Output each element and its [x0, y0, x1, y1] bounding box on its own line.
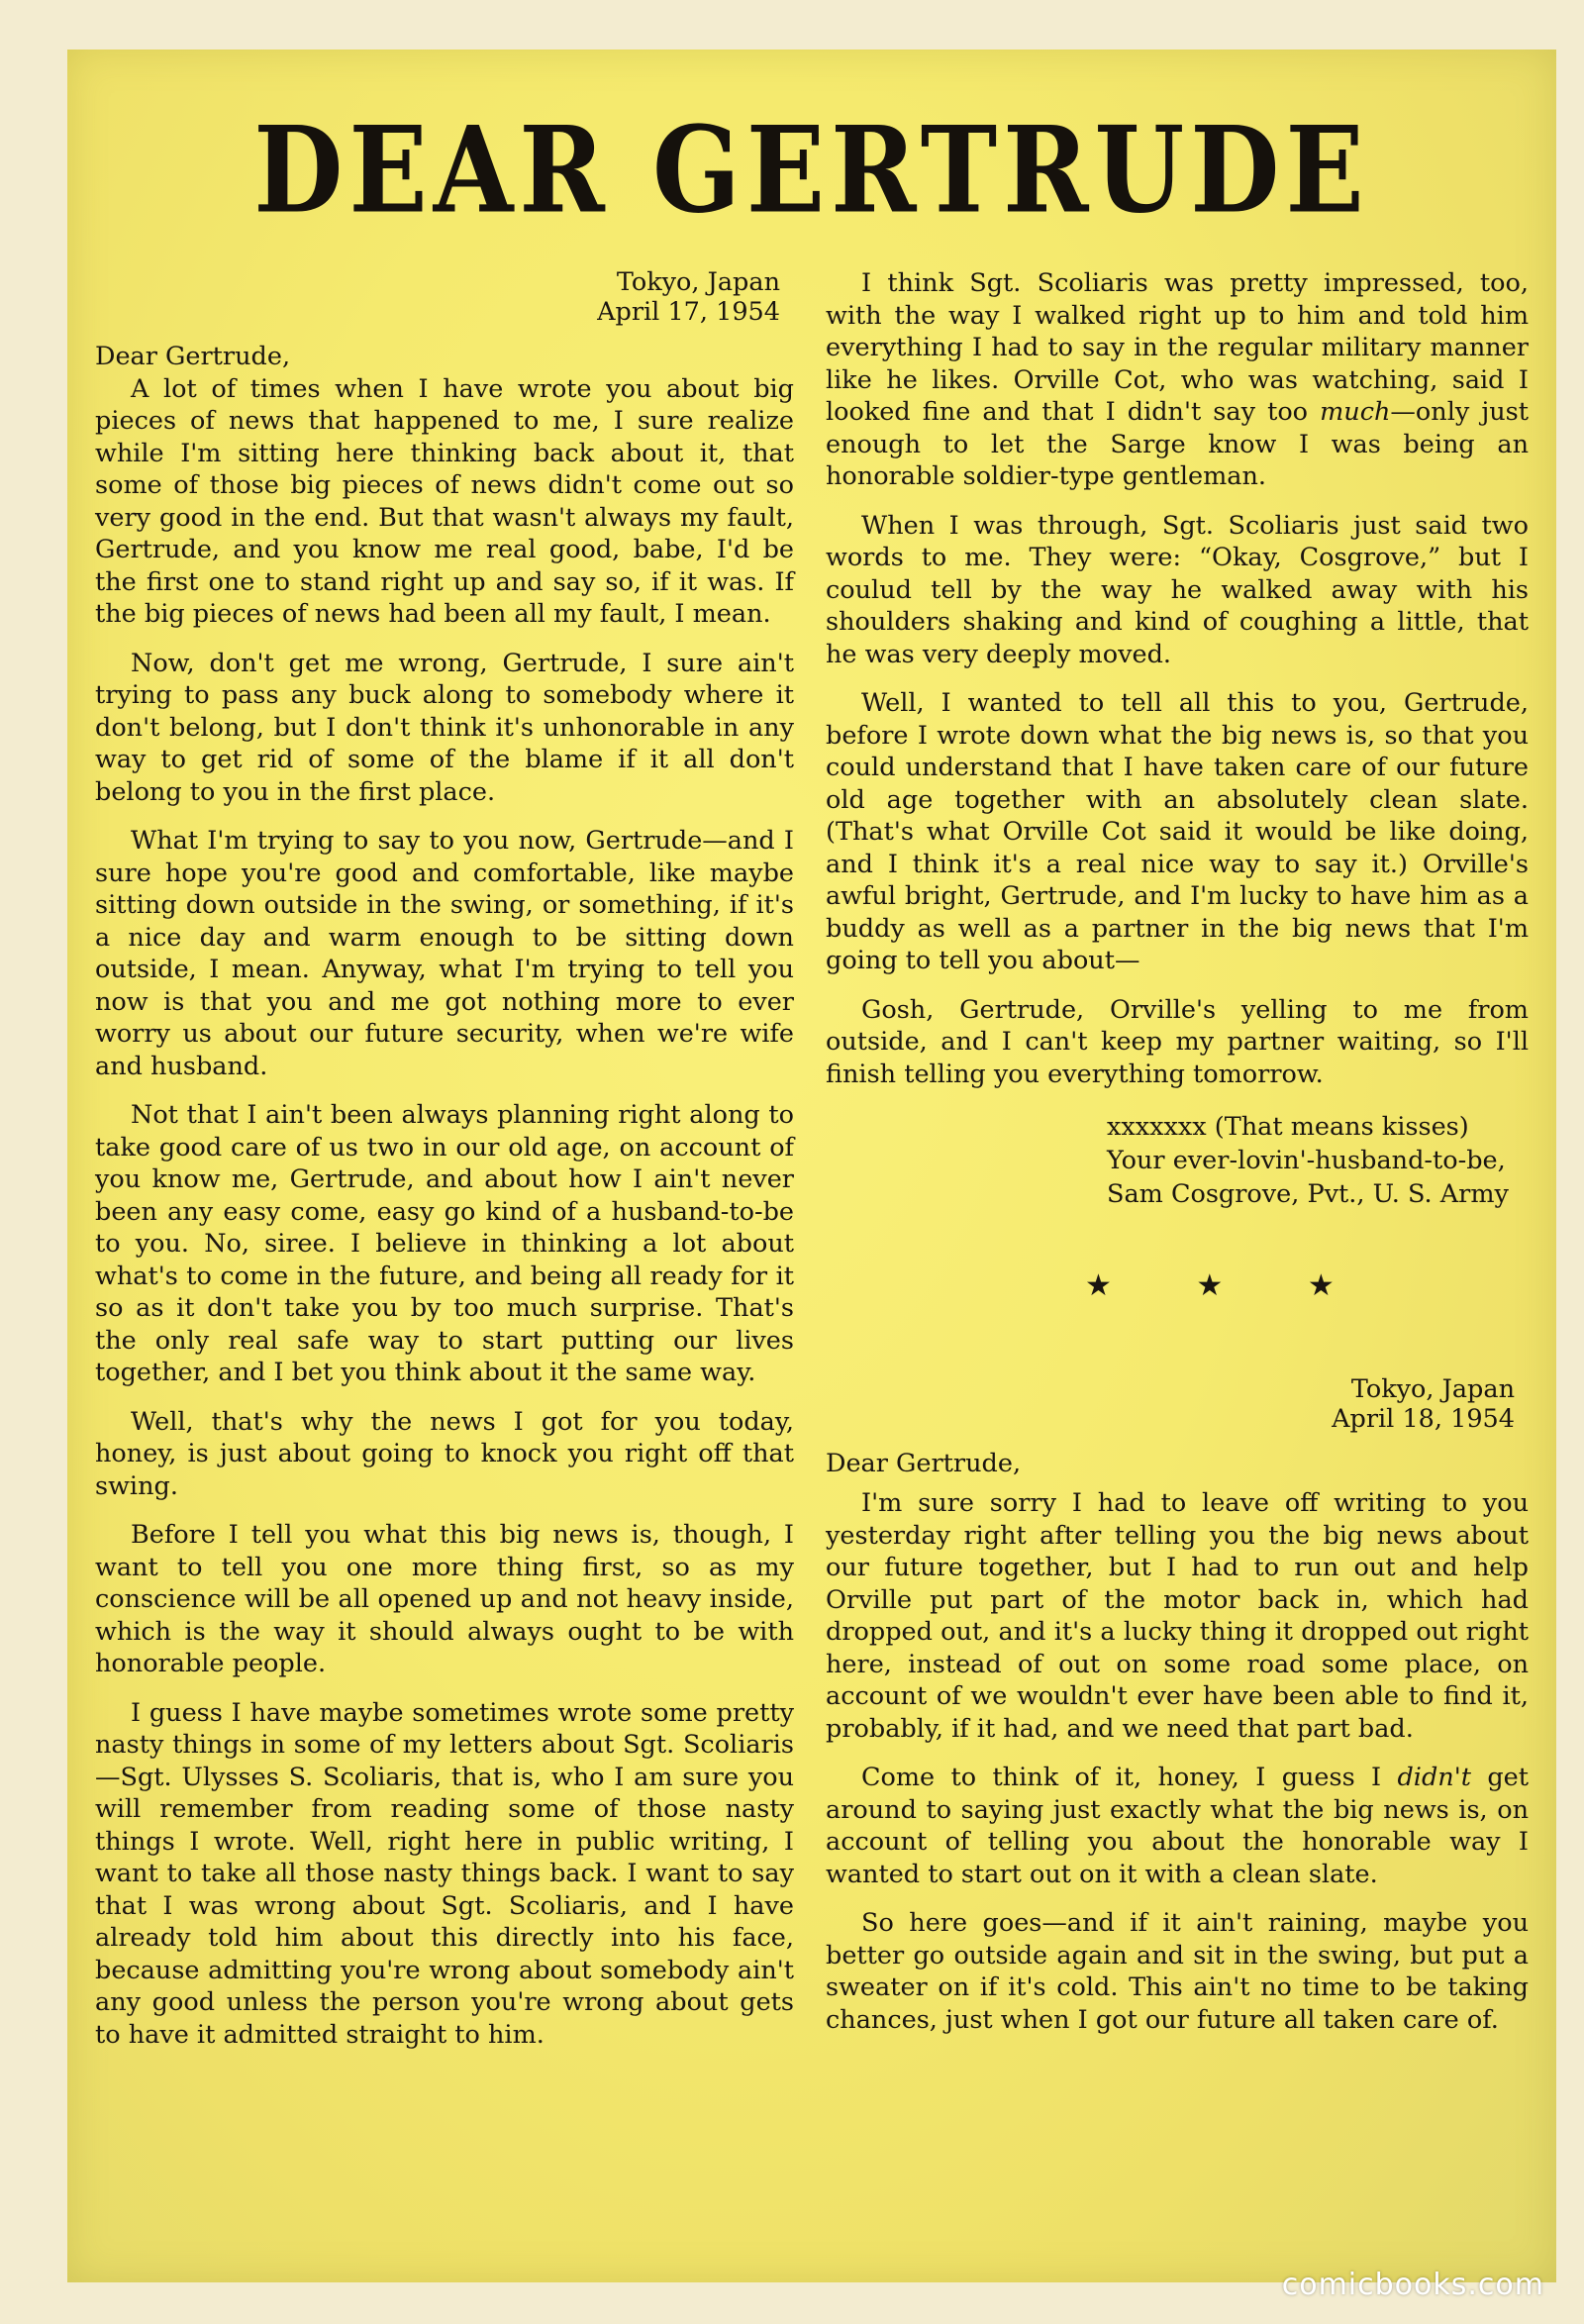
source-watermark: comicbooks.com — [1281, 2268, 1544, 2302]
letter1-paragraph — [826, 267, 1529, 493]
page-title: DEAR GERTRUDE — [253, 99, 1370, 241]
letter1-paragraph: Well, I wanted to tell all this to you, Gertrude, before I wrote down what the big news is, so that you could understand that I have taken care of our future old age together with an absolutely clean slate. (That's what Orville Cot said it would be like doing, and I think it's a real nice way to say it.) Orville's awful bright, Gertrude, and I'm lucky to have him as a buddy as well as a partner in the big news that I'm going to tell you about— — [826, 688, 1529, 975]
letter1-paragraph: Gosh, Gertrude, Orville's yelling to me from outside, and I can't keep my partner waiting, so I'll finish telling you everything tomorrow. — [826, 994, 1529, 1089]
letter1-place: Tokyo, Japan — [616, 267, 780, 297]
letter-page — [67, 50, 1556, 2282]
letter2-date: April 18, 1954 — [1332, 1403, 1515, 1434]
star-separator: ★ ★ ★ — [1085, 1268, 1372, 1303]
letter1-paragraph: I guess I have maybe sometimes wrote some pretty nasty things in some of my letters about Sgt. Scoliaris—Sgt. Ulysses S. Scoliaris, that is, who I am sure you will remember from reading some of those nasty things I wrote. Well, right here in public writing, I want to take all those nasty things back. I want to say that I was wrong about Sgt. Scoliaris, and I have already told him about this directly into his face, because admitting you're wrong about somebody ain't any good unless the person you're wrong about gets to have it admitted straight to him. — [95, 1697, 794, 2050]
letter2-paragraph: So here goes—and if it ain't raining, maybe you better go outside again and sit in the swing, but put a sweater on if it's cold. This ain't no time to be taking chances, just when I got our future all taken care of. — [826, 1908, 1529, 2035]
text-run: get around to saying just exactly what the big news is, on account of telling you about the honorable way I wanted to start out on it with a clean slate. — [826, 1763, 1529, 1889]
letter1-date: April 17, 1954 — [597, 297, 780, 327]
left-column — [95, 267, 794, 2068]
letter2-paragraph — [826, 1762, 1529, 1890]
letter1-paragraph: Before I tell you what this big news is, though, I want to tell you one more thing first, so as my conscience will be all opened up and not heavy inside, which is the way it should always ought to be with honorable people. — [95, 1520, 794, 1678]
letter1-salutation: Dear Gertrude, — [95, 342, 291, 371]
letter2-place: Tokyo, Japan — [1350, 1373, 1515, 1404]
emphasis-text: didn't — [1397, 1763, 1471, 1792]
text-run: Come to think of it, honey, I guess I — [861, 1763, 1398, 1792]
letter1-paragraph: A lot of times when I have wrote you about big pieces of news that happened to me, I sure realize while I'm sitting here thinking back about it, that some of those big pieces of news didn't come out so very good in the end. But that wasn't always my fault, Gertrude, and you know me real good, babe, I'd be the first one to stand right up and say so, if it was. If the big pieces of news had been all my fault, I mean. — [95, 373, 794, 629]
text-run: —only just enough to let the Sarge know I was being an honorable soldier-type gentleman. — [826, 397, 1529, 491]
signature-kisses: xxxxxxx (That means kisses) — [1107, 1112, 1469, 1142]
emphasis-text: much — [1320, 397, 1391, 427]
letter1-paragraph: Now, don't get me wrong, Gertrude, I sure ain't trying to pass any buck along to somebody where it don't belong, but I don't think it's unhonorable in any way to get rid of some of the blame if it all don't belong to you in the first place. — [95, 648, 794, 807]
signature-name: Sam Cosgrove, Pvt., U. S. Army — [1107, 1179, 1509, 1209]
letter1-paragraph: What I'm trying to say to you now, Gertrude—and I sure hope you're good and comfortable, like maybe sitting down outside in the swing, or something, if it's a nice day and warm enough to be sitting down outside, I mean. Anyway, what I'm trying to tell you now is that you and me got nothing more to ever worry us about our future security, when we're wife and husband. — [95, 826, 794, 1081]
right-column — [826, 267, 1529, 2053]
letter2-paragraph: I'm sure sorry I had to leave off writing to you yesterday right after telling you the big news about our future together, but I had to run out and help Orville put part of the motor back in, which had dropped out, and it's a lucky thing it dropped out right here, instead of out on some road some place, on account of we wouldn't ever have been able to find it, probably, if it had, and we need that part bad. — [826, 1488, 1529, 1744]
letter2-salutation: Dear Gertrude, — [826, 1448, 1022, 1478]
letter1-paragraph: Well, that's why the news I got for you today, honey, is just about going to knock you right off that swing. — [95, 1406, 794, 1501]
text-run: I think Sgt. Scoliaris was pretty impressed, too, with the way I walked right up to him and told him everything I had to say in the regular military manner like he likes. Orville Cot, who was watching, said I looked fine and that I didn't say too — [826, 268, 1529, 427]
letter1-paragraph: When I was through, Sgt. Scoliaris just said two words to me. They were: “Okay, Cosgrove,” but I coulud tell by the way he walked away with his shoulders shaking and kind of coughing a little, that he was very deeply moved. — [826, 510, 1529, 669]
letter1-paragraph: Not that I ain't been always planning right along to take good care of us two in our old age, on account of you know me, Gertrude, and about how I ain't never been any easy come, easy go kind of a husband-to-be to you. No, siree. I believe in thinking a lot about what's to come in the future, and being all ready for it so as it don't take you by too much surprise. That's the only real safe way to start putting our lives together, and I bet you think about it the same way. — [95, 1100, 794, 1387]
signature-closing: Your ever-lovin'-husband-to-be, — [1107, 1146, 1506, 1175]
